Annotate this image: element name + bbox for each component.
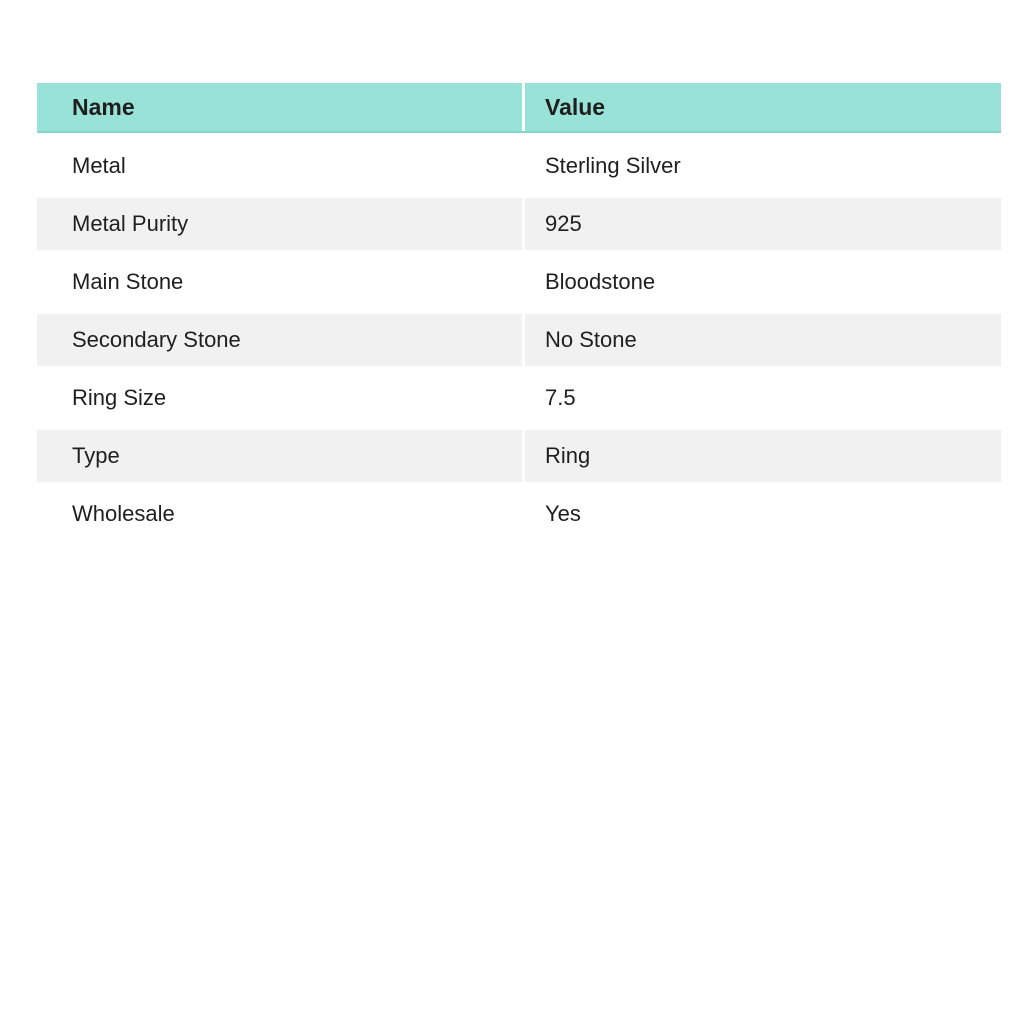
table-row-wholesale bbox=[37, 485, 1001, 543]
row-name-cell bbox=[37, 137, 522, 195]
row-name-cell bbox=[37, 430, 522, 482]
attribute-name: Wholesale bbox=[72, 501, 175, 526]
table-body bbox=[37, 137, 1001, 543]
header-cell-name bbox=[37, 83, 522, 131]
row-value-cell bbox=[525, 137, 1001, 195]
row-value-cell bbox=[525, 314, 1001, 366]
row-name-cell bbox=[37, 485, 522, 543]
row-name-cell bbox=[37, 253, 522, 311]
attribute-name: Metal Purity bbox=[72, 211, 189, 236]
attribute-name: Main Stone bbox=[72, 269, 184, 294]
table-row-metal bbox=[37, 137, 1001, 195]
table-row-secondary-stone bbox=[37, 311, 1001, 369]
table-row-ring-size bbox=[37, 369, 1001, 427]
header-label-name: Name bbox=[72, 93, 135, 120]
attribute-value: Bloodstone bbox=[545, 269, 656, 294]
row-name-cell bbox=[37, 198, 522, 250]
attribute-name: Secondary Stone bbox=[72, 327, 241, 352]
attribute-value: No Stone bbox=[545, 327, 637, 352]
attribute-value: Yes bbox=[545, 501, 581, 526]
table-header-row bbox=[37, 83, 1001, 133]
table-row-main-stone bbox=[37, 253, 1001, 311]
attribute-value: Sterling Silver bbox=[545, 153, 681, 178]
attribute-value: 925 bbox=[545, 211, 582, 236]
row-value-cell bbox=[525, 198, 1001, 250]
table-row-type bbox=[37, 427, 1001, 485]
product-spec-table bbox=[37, 83, 1001, 543]
attribute-name: Metal bbox=[72, 153, 126, 178]
row-value-cell bbox=[525, 369, 1001, 427]
attribute-name: Type bbox=[72, 443, 120, 468]
attribute-value: Ring bbox=[545, 443, 591, 468]
header-label-value: Value bbox=[545, 93, 606, 120]
row-name-cell bbox=[37, 369, 522, 427]
table-row-metal-purity bbox=[37, 195, 1001, 253]
row-value-cell bbox=[525, 253, 1001, 311]
row-value-cell bbox=[525, 485, 1001, 543]
row-name-cell bbox=[37, 314, 522, 366]
row-value-cell bbox=[525, 430, 1001, 482]
attribute-name: Ring Size bbox=[72, 385, 167, 410]
header-cell-value bbox=[525, 83, 1001, 131]
attribute-value: 7.5 bbox=[545, 385, 576, 410]
